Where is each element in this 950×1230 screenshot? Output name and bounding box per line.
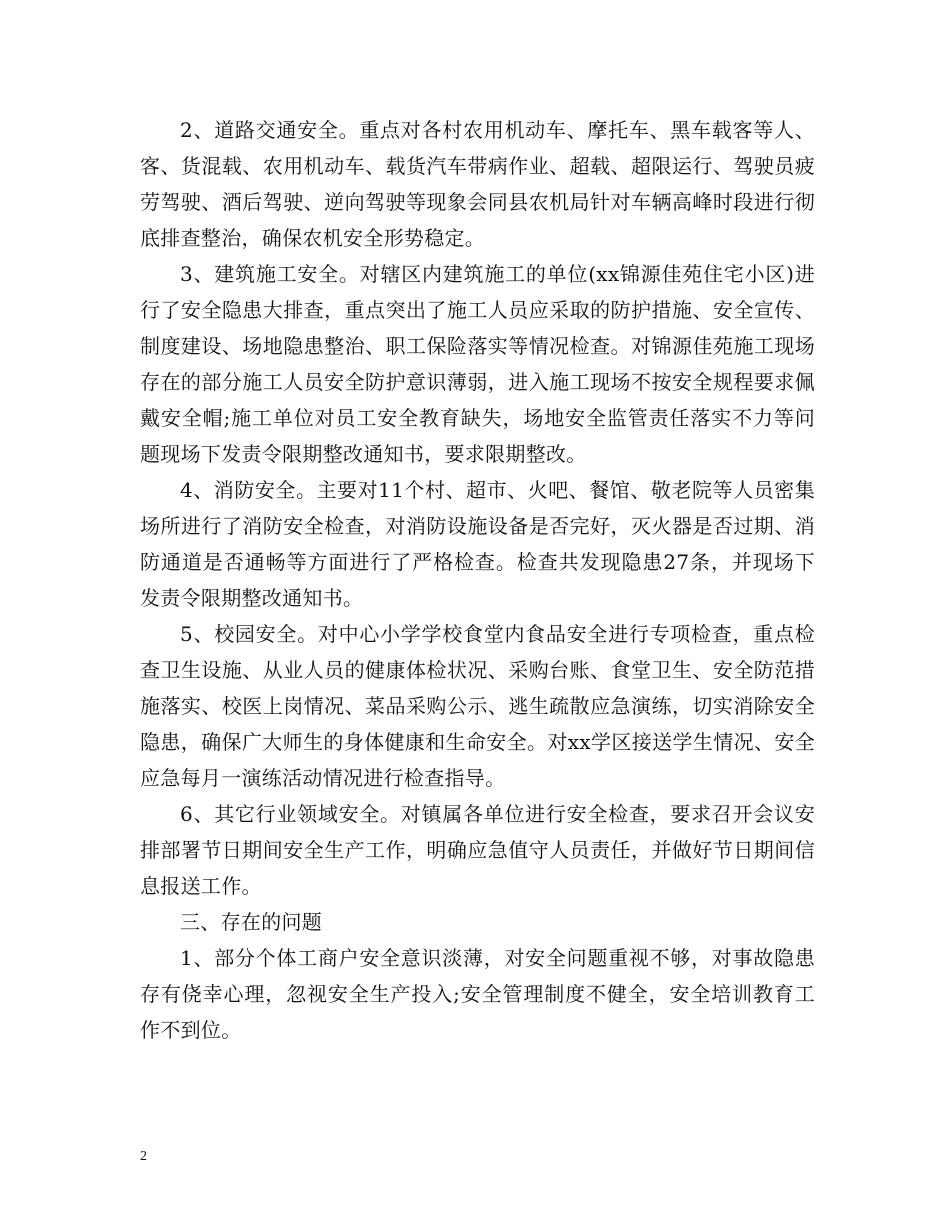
paragraph-construction-safety: 3、建筑施工安全。对辖区内建筑施工的单位(xx锦源佳苑住宅小区)进行了安全隐患大排查，重点突出了施工人员应采取的防护措施、安全宣传、制度建设、场地隐患整治、职工保险落实等情况检查。对锦源佳苑施工现场存在的部分施工人员安全防护意识薄弱，进入施工现场不按安全规程要求佩戴安全帽;施工单位对员工安全教育缺失，场地安全监管责任落实不力等问题现场下发责令限期整改通知书，要求限期整改。 — [140, 262, 815, 466]
document-body — [140, 112, 815, 1048]
section-heading-existing-problems: 三、存在的问题 — [180, 910, 323, 934]
paragraph-other-industries-safety: 6、其它行业领域安全。对镇属各单位进行安全检查，要求召开会议安排部署节日期间安全生产工作，明确应急值守人员责任，并做好节日期间信息报送工作。 — [140, 802, 815, 898]
paragraph-campus-safety: 5、校园安全。对中心小学学校食堂内食品安全进行专项检查，重点检查卫生设施、从业人员的健康体检状况、采购台账、食堂卫生、安全防范措施落实、校医上岗情况、菜品采购公示、逃生疏散应急演练，切实消除安全隐患，确保广大师生的身体健康和生命安全。对xx学区接送学生情况、安全应急每月一演练活动情况进行检查指导。 — [140, 622, 815, 790]
paragraph-fire-safety: 4、消防安全。主要对11个村、超市、火吧、餐馆、敬老院等人员密集场所进行了消防安全检查，对消防设施设备是否完好，灭火器是否过期、消防通道是否通畅等方面进行了严格检查。检查共发现隐患27条，并现场下发责令限期整改通知书。 — [140, 478, 815, 610]
page-number: 2 — [140, 1149, 147, 1164]
paragraph-road-traffic-safety: 2、道路交通安全。重点对各村农用机动车、摩托车、黑车载客等人、客、货混载、农用机动车、载货汽车带病作业、超载、超限运行、驾驶员疲劳驾驶、酒后驾驶、逆向驾驶等现象会同县农机局针对车辆高峰时段进行彻底排查整治，确保农机安全形势稳定。 — [140, 118, 815, 250]
paragraph-problem-1: 1、部分个体工商户安全意识淡薄，对安全问题重视不够，对事故隐患存有侥幸心理，忽视安全生产投入;安全管理制度不健全，安全培训教育工作不到位。 — [140, 946, 815, 1042]
